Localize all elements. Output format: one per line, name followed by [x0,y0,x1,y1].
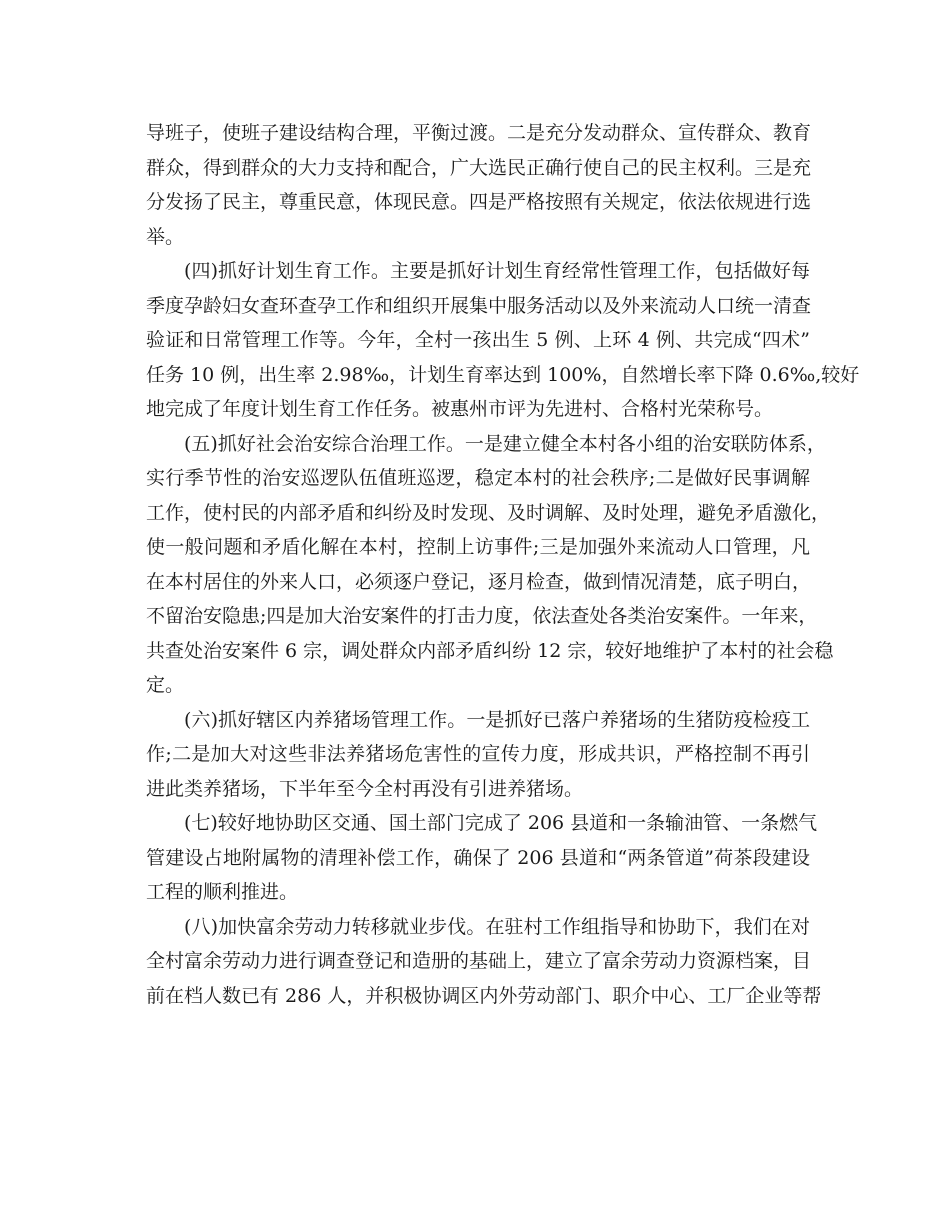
text-line: 分发扬了民主，尊重民意，体现民意。四是严格按照有关规定，依法依规进行选 [146,191,812,213]
text-line: 季度孕龄妇女查环查孕工作和组织开展集中服务活动以及外来流动人口统一清查 [146,294,812,317]
paragraph-heading-8: (八)加快富余劳动力转移就业步伐。在驻村工作组指导和协助下，我们在对 [184,915,810,938]
text-line: 验证和日常管理工作等。今年，全村一孩出生 5 例、上环 4 例、共完成“四术” [146,329,810,351]
document-body [146,116,860,1013]
text-line: 工作，使村民的内部矛盾和纠纷及时发现、及时调解、及时处理，避免矛盾激化， [146,501,831,524]
text-line: 使一般问题和矛盾化解在本村，控制上访事件;三是加强外来流动人口管理，凡 [146,536,810,558]
text-line: 导班子，使班子建设结构合理，平衡过渡。二是充分发动群众、宣传群众、教育 [146,122,812,144]
paragraph-heading-5: (五)抓好社会治安综合治理工作。一是建立健全本村各小组的治安联防体系， [184,432,826,455]
paragraph-heading-6: (六)抓好辖区内养猪场管理工作。一是抓好已落户养猪场的生猪防疫检疫工 [184,708,810,731]
paragraph-heading-7: (七)较好地协助区交通、国土部门完成了 206 县道和一条输油管、一条燃气 [184,812,818,834]
text-line: 作;二是加大对这些非法养猪场危害性的宣传力度，形成共识，严格控制不再引 [146,743,810,765]
text-line: 任务 10 例，出生率 2.98‰，计划生育率达到 100%，自然增长率下降 0.6‰,较好 [146,363,860,386]
text-line: 全村富余劳动力进行调查登记和造册的基础上，建立了富余劳动力资源档案，目 [146,950,812,972]
text-line: 在本村居住的外来人口，必须逐户登记，逐月检查，做到情况清楚，底子明白， [146,570,812,593]
text-line: 不留治安隐患;四是加大治安案件的打击力度，依法查处各类治安案件。一年来， [146,605,818,627]
text-line: 工程的顺利推进。 [146,881,299,903]
text-line: 前在档人数已有 286 人，并积极协调区内外劳动部门、职介中心、工厂企业等帮 [146,984,822,1007]
text-line: 共查处治安案件 6 宗，调处群众内部矛盾纠纷 12 宗，较好地维护了本村的社会稳 [146,639,834,662]
text-line: 实行季节性的治安巡逻队伍值班巡逻，稳定本村的社会秩序;二是做好民事调解 [146,467,810,489]
text-line: 定。 [146,674,185,696]
text-line: 进此类养猪场，下半年至今全村再没有引进养猪场。 [146,777,584,800]
text-line: 群众，得到群众的大力支持和配合，广大选民正确行使自己的民主权利。三是充 [146,156,812,179]
paragraph-heading-4: (四)抓好计划生育工作。主要是抓好计划生育经常性管理工作，包括做好每 [184,260,810,282]
text-line: 地完成了年度计划生育工作任务。被惠州市评为先进村、合格村光荣称号。 [146,398,774,420]
text-line: 管建设占地附属物的清理补偿工作，确保了 206 县道和“两条管道”荷茶段建设 [146,846,810,869]
text-line: 举。 [146,225,185,248]
